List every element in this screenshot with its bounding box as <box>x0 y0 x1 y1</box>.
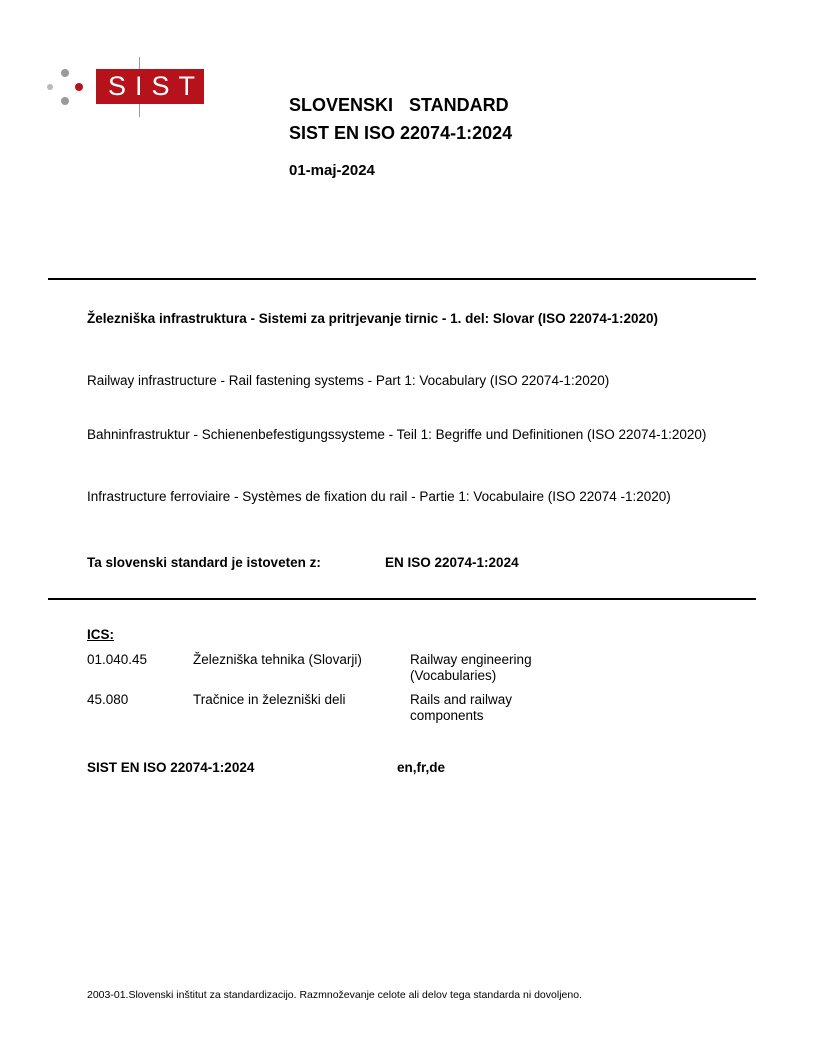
summary-code: SIST EN ISO 22074-1:2024 <box>87 760 255 775</box>
ics-description-en: Railway engineering (Vocabularies) <box>410 652 532 683</box>
standard-code: SIST EN ISO 22074-1:2024 <box>289 123 513 143</box>
ics-description-sl: Tračnice in železniški deli <box>193 692 346 707</box>
title-english: Railway infrastructure - Rail fastening systems - Part 1: Vocabulary (ISO 22074-1:2020) <box>87 373 610 388</box>
title-french: Infrastructure ferroviaire - Systèmes de fixation du rail - Partie 1: Vocabulaire (ISO 22074 -1:2020) <box>87 489 671 504</box>
ics-code: 45.080 <box>87 692 129 707</box>
ics-row <box>87 652 687 686</box>
publication-date: 01-maj-2024 <box>289 162 375 179</box>
ics-description-sl: Železniška tehnika (Slovarji) <box>193 652 362 667</box>
title-german: Bahninfrastruktur - Schienenbefestigungssysteme - Teil 1: Begriffe und Definitionen (ISO 22074-1:2020) <box>87 427 707 442</box>
ics-label: ICS: <box>87 627 114 642</box>
identity-label: Ta slovenski standard je istoveten z: <box>87 555 321 570</box>
ics-row <box>87 692 687 726</box>
copyright-footer: 2003-01.Slovenski inštitut za standardizacijo. Razmnoževanje celote ali delov tega standarda ni dovoljeno. <box>87 989 582 1001</box>
identity-value: EN ISO 22074-1:2024 <box>385 555 519 570</box>
summary-languages: en,fr,de <box>397 760 446 775</box>
bottom-rule <box>48 598 756 600</box>
sist-logo: SIST <box>96 69 204 104</box>
ics-code: 01.040.45 <box>87 652 148 667</box>
title-slovenian: Železniška infrastruktura - Sistemi za pritrjevanje tirnic - 1. del: Slovar (ISO 22074-1:2020) <box>87 311 658 326</box>
logo-dots-icon <box>46 66 86 110</box>
document-type: SLOVENSKI STANDARD <box>289 95 509 115</box>
top-rule <box>48 278 756 280</box>
ics-description-en: Rails and railway components <box>410 692 513 723</box>
